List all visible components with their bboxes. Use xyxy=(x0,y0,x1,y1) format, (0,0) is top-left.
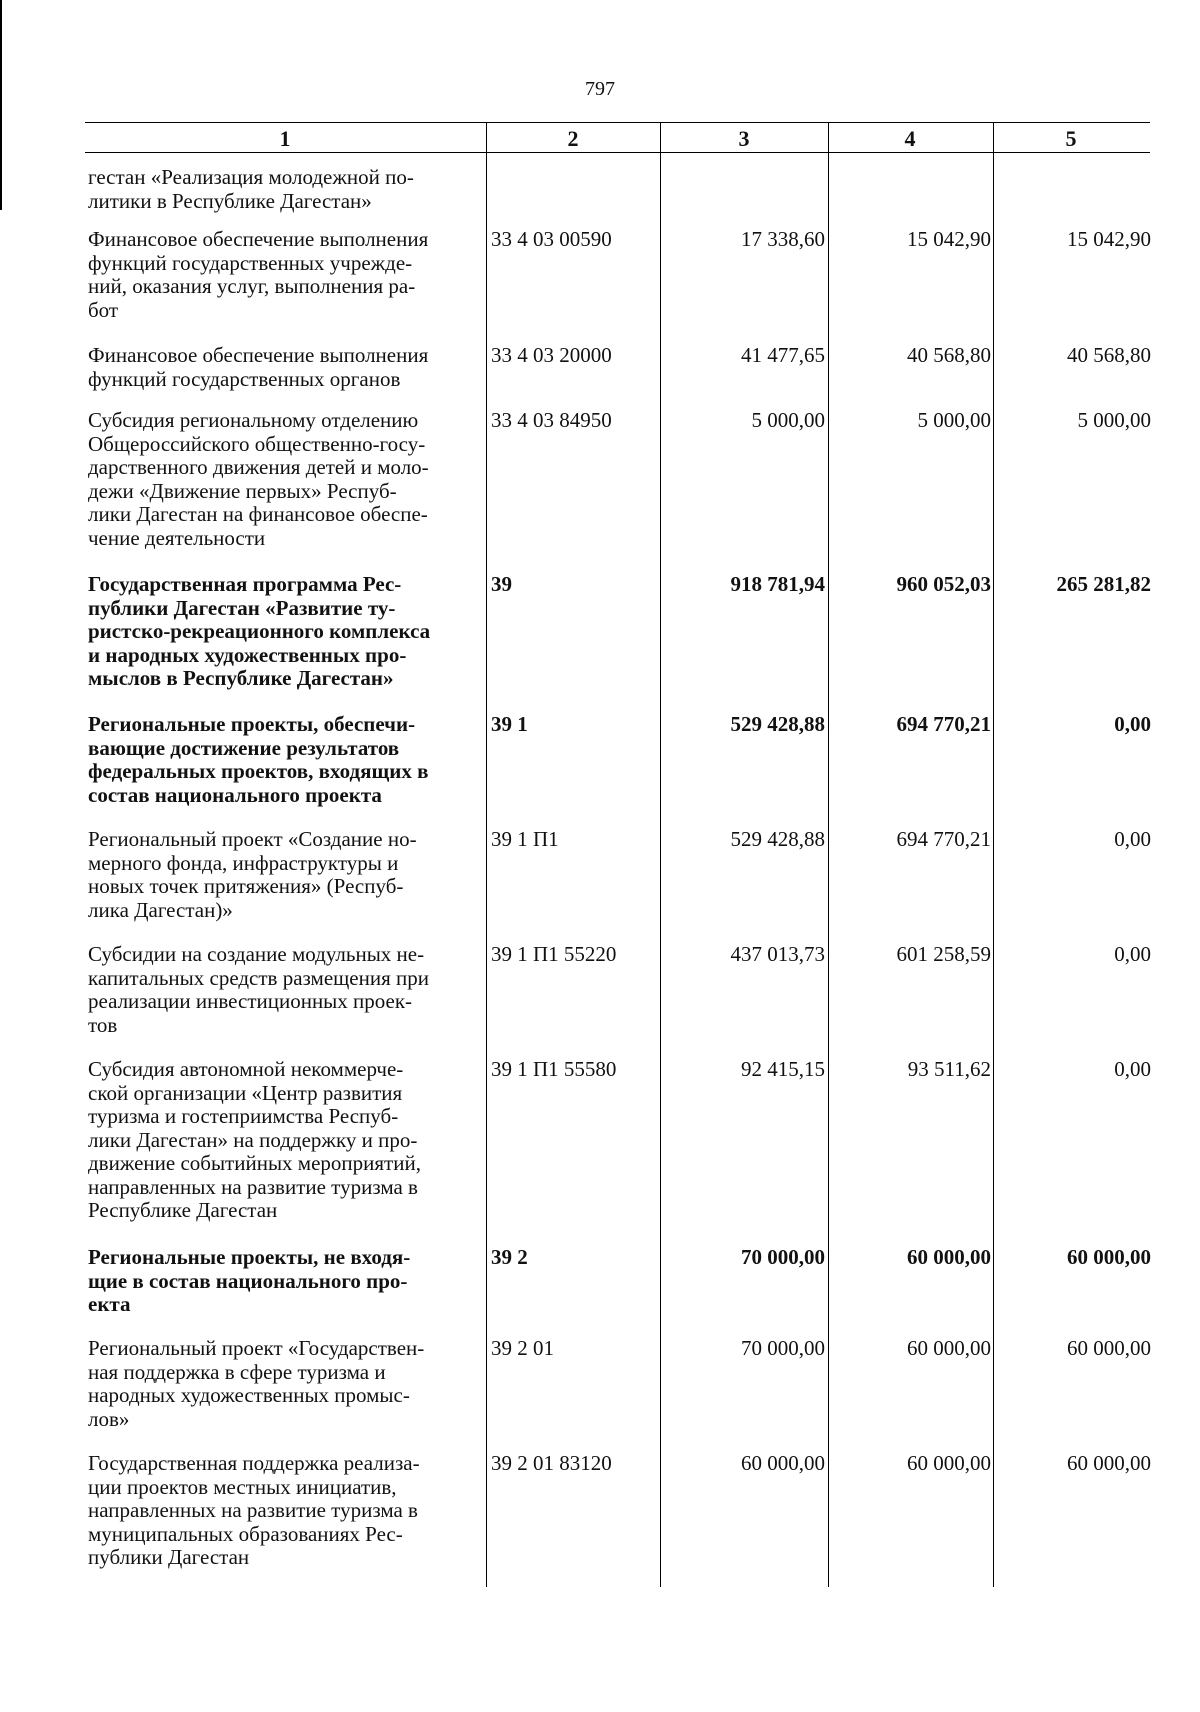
row-code: 39 1 П1 55220 xyxy=(491,942,617,966)
row-description: Региональный проект «Государствен- ная поддержка в сфере туризма и народных художественных промыс- лов» xyxy=(88,1336,425,1431)
scan-edge-mark xyxy=(0,0,2,210)
row-code: 39 1 xyxy=(491,712,528,736)
page-number: 797 xyxy=(585,78,615,100)
row-code: 33 4 03 00590 xyxy=(491,227,612,251)
column-divider-3 xyxy=(828,122,829,1587)
row-value-col5: 265 281,82 xyxy=(1056,572,1151,596)
row-value-col3: 918 781,94 xyxy=(730,572,825,596)
row-value-col3: 5 000,00 xyxy=(751,408,825,432)
row-description: Региональный проект «Создание но- мерного фонда, инфраструктуры и новых точек притяжения» (Респуб- лика Дагестан)» xyxy=(88,827,417,922)
row-value-col3: 60 000,00 xyxy=(741,1451,825,1475)
row-value-col5: 0,00 xyxy=(1114,942,1151,966)
column-header-2: 2 xyxy=(567,126,579,151)
row-code: 39 2 01 83120 xyxy=(491,1451,612,1475)
row-value-col4: 60 000,00 xyxy=(907,1451,991,1475)
row-value-col3: 17 338,60 xyxy=(741,227,825,251)
row-value-col5: 60 000,00 xyxy=(1067,1336,1151,1360)
row-value-col5: 0,00 xyxy=(1114,827,1151,851)
row-value-col3: 529 428,88 xyxy=(730,827,825,851)
row-value-col4: 15 042,90 xyxy=(907,227,991,251)
column-header-5: 5 xyxy=(1065,126,1077,151)
row-value-col5: 5 000,00 xyxy=(1077,408,1151,432)
row-value-col5: 0,00 xyxy=(1114,1057,1151,1081)
row-description: Финансовое обеспечение выполнения функций государственных учрежде- ний, оказания услуг, выполнения ра- бот xyxy=(88,227,429,322)
row-description: Региональные проекты, обеспечи- вающие достижение результатов федеральных проектов, входящих в состав национального проекта xyxy=(88,712,429,807)
row-value-col4: 60 000,00 xyxy=(907,1336,991,1360)
row-code: 33 4 03 20000 xyxy=(491,343,612,367)
row-value-col5: 60 000,00 xyxy=(1067,1245,1151,1269)
row-code: 39 2 01 xyxy=(491,1336,554,1360)
row-value-col3: 437 013,73 xyxy=(730,942,825,966)
row-value-col4: 93 511,62 xyxy=(907,1057,991,1081)
row-value-col3: 529 428,88 xyxy=(730,712,825,736)
row-value-col3: 70 000,00 xyxy=(741,1245,825,1269)
row-code: 39 1 П1 55580 xyxy=(491,1057,617,1081)
row-code: 39 xyxy=(491,572,512,596)
column-divider-4 xyxy=(993,122,994,1587)
row-value-col5: 15 042,90 xyxy=(1067,227,1151,251)
column-header-4: 4 xyxy=(904,126,916,151)
column-header-1: 1 xyxy=(279,126,291,151)
table-top-border xyxy=(85,122,1150,123)
column-header-3: 3 xyxy=(738,126,750,151)
row-code: 39 2 xyxy=(491,1245,528,1269)
row-value-col3: 92 415,15 xyxy=(741,1057,825,1081)
column-divider-2 xyxy=(660,122,661,1587)
header-bottom-border xyxy=(85,152,1150,153)
row-value-col5: 40 568,80 xyxy=(1067,343,1151,367)
row-value-col5: 0,00 xyxy=(1114,712,1151,736)
row-description: Субсидия автономной некоммерче- ской организации «Центр развития туризма и гостеприимства Респуб- лики Дагестан» на поддержку и про- движение событийных мероприятий, направленных на развитие туризма в Республике Дагестан xyxy=(88,1057,421,1222)
row-value-col3: 41 477,65 xyxy=(741,343,825,367)
row-description: Финансовое обеспечение выполнения функций государственных органов xyxy=(88,343,429,391)
row-code: 39 1 П1 xyxy=(491,827,559,851)
row-value-col4: 601 258,59 xyxy=(896,942,991,966)
row-value-col4: 40 568,80 xyxy=(907,343,991,367)
row-value-col3: 70 000,00 xyxy=(741,1336,825,1360)
row-description: Субсидии на создание модульных не- капитальных средств размещения при реализации инвестиционных проек- тов xyxy=(88,942,429,1037)
row-value-col4: 694 770,21 xyxy=(896,712,991,736)
row-value-col5: 60 000,00 xyxy=(1067,1451,1151,1475)
row-description: гестан «Реализация молодежной по- литики в Республике Дагестан» xyxy=(88,165,414,213)
row-description: Региональные проекты, не входя- щие в состав национального про- екта xyxy=(88,1245,411,1316)
row-value-col4: 5 000,00 xyxy=(917,408,991,432)
row-description: Государственная программа Рес- публики Дагестан «Развитие ту- ристско-рекреационного комплекса и народных художественных про- мыслов в Республике Дагестан» xyxy=(88,572,431,690)
row-description: Субсидия региональному отделению Общероссийского общественно-госу- дарственного движения детей и моло- дежи «Движение первых» Респуб- лики Дагестан на финансовое обеспе- чение деятельности xyxy=(88,408,429,550)
row-description: Государственная поддержка реализа- ции проектов местных инициатив, направленных на развитие туризма в муниципальных образованиях Рес- публики Дагестан xyxy=(88,1451,420,1569)
row-value-col4: 960 052,03 xyxy=(896,572,991,596)
row-code: 33 4 03 84950 xyxy=(491,408,612,432)
row-value-col4: 694 770,21 xyxy=(896,827,991,851)
row-value-col4: 60 000,00 xyxy=(907,1245,991,1269)
